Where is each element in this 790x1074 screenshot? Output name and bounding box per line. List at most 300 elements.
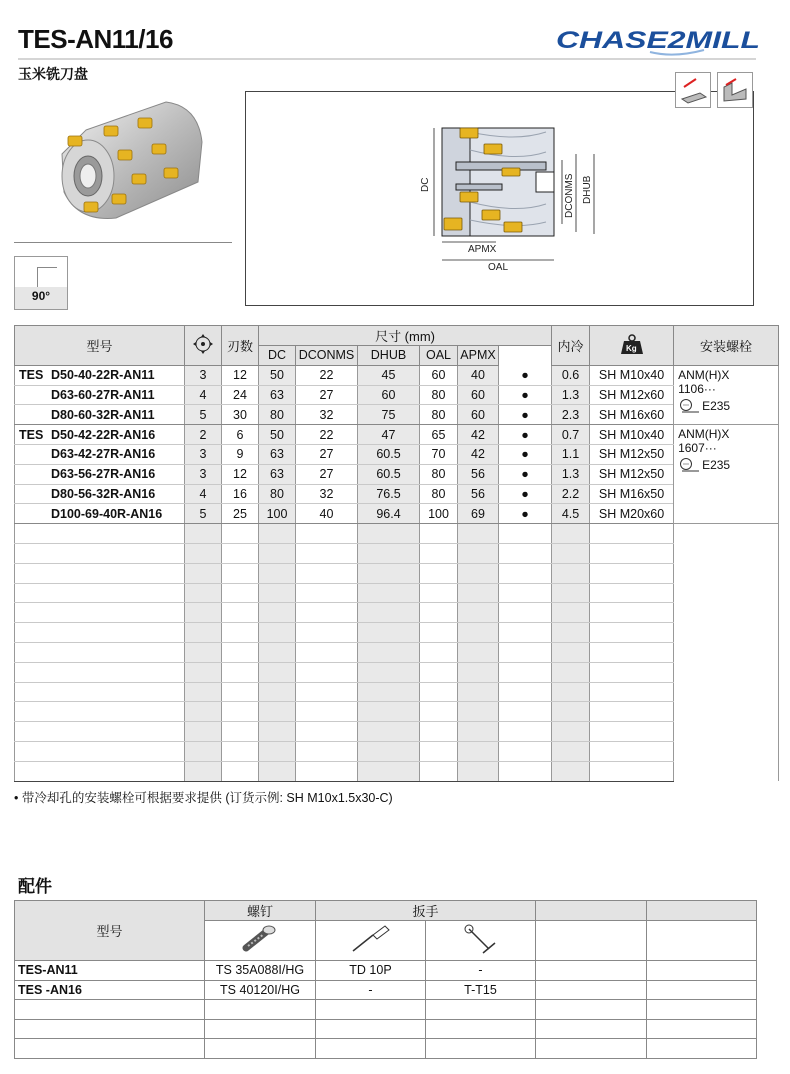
cell-apmx: 56 bbox=[458, 484, 499, 504]
cell-edges: 9 bbox=[222, 444, 259, 464]
cell-apmx bbox=[458, 623, 499, 643]
cell-dhub: 45 bbox=[358, 365, 420, 385]
col-header-weight bbox=[590, 326, 674, 366]
cell-insert bbox=[674, 722, 779, 742]
cell-coolant bbox=[499, 623, 552, 643]
cell-edges bbox=[222, 623, 259, 643]
cell-edges bbox=[222, 741, 259, 761]
cell-apmx: 56 bbox=[458, 464, 499, 484]
cell-coolant bbox=[499, 603, 552, 623]
cell-dconms: 22 bbox=[296, 365, 358, 385]
cell-coolant bbox=[499, 563, 552, 583]
cell-model bbox=[15, 543, 185, 563]
cell-insert bbox=[674, 662, 779, 682]
cell-kg bbox=[552, 722, 590, 742]
cell-model bbox=[15, 583, 185, 603]
table-row bbox=[15, 563, 779, 583]
table-row bbox=[15, 603, 779, 623]
cell-dhub bbox=[358, 583, 420, 603]
cell-oal: 80 bbox=[420, 405, 458, 425]
cell-dc bbox=[259, 563, 296, 583]
col-header-dimensions: 尺寸 (mm) bbox=[259, 326, 552, 346]
cell-edges bbox=[222, 702, 259, 722]
accessories-title: 配件 bbox=[18, 877, 52, 897]
acc-cell-empty bbox=[536, 1019, 647, 1039]
cell-apmx bbox=[458, 642, 499, 662]
cell-z bbox=[185, 583, 222, 603]
cell-oal bbox=[420, 761, 458, 781]
cell-edges: 24 bbox=[222, 385, 259, 405]
model-code: D63-56-27R-AN16 bbox=[51, 467, 156, 482]
cell-apmx bbox=[458, 524, 499, 544]
acc-cell-screw bbox=[205, 1000, 316, 1020]
cell-kg: 1.3 bbox=[552, 464, 590, 484]
cell-dconms bbox=[296, 741, 358, 761]
acc-table-row bbox=[15, 1000, 757, 1020]
cell-bolt bbox=[590, 623, 674, 643]
cell-z bbox=[185, 543, 222, 563]
screw-icon bbox=[240, 924, 280, 954]
cell-z bbox=[185, 682, 222, 702]
model-code: D63-42-27R-AN16 bbox=[51, 447, 156, 462]
col-header-dc: DC bbox=[259, 346, 296, 366]
cell-coolant bbox=[499, 741, 552, 761]
cell-z: 4 bbox=[185, 385, 222, 405]
cell-dhub: 76.5 bbox=[358, 484, 420, 504]
cell-dhub bbox=[358, 642, 420, 662]
cell-edges bbox=[222, 682, 259, 702]
cell-apmx: 42 bbox=[458, 425, 499, 445]
weight-icon bbox=[619, 333, 645, 355]
cell-bolt bbox=[590, 722, 674, 742]
cell-insert bbox=[674, 365, 779, 424]
cell-dhub bbox=[358, 722, 420, 742]
page-title: TES-AN11/16 bbox=[18, 24, 173, 54]
insert-name: ANM(H)X bbox=[678, 427, 730, 442]
acc-cell-wrench1 bbox=[316, 1019, 426, 1039]
cell-model bbox=[15, 642, 185, 662]
model-code: D80-60-32R-AN11 bbox=[51, 407, 155, 422]
acc-cell-empty bbox=[536, 961, 647, 981]
teeth-count-icon bbox=[192, 333, 214, 355]
dim-label-dconms: DCONMS bbox=[564, 173, 575, 218]
cell-model bbox=[15, 444, 185, 464]
cell-z bbox=[185, 603, 222, 623]
model-code: D50-42-22R-AN16 bbox=[51, 427, 156, 442]
cell-oal bbox=[420, 662, 458, 682]
cell-apmx bbox=[458, 543, 499, 563]
cell-dc bbox=[259, 702, 296, 722]
cell-dc bbox=[259, 543, 296, 563]
cell-bolt bbox=[590, 642, 674, 662]
cell-bolt bbox=[590, 603, 674, 623]
cell-kg: 0.7 bbox=[552, 425, 590, 445]
cell-model bbox=[15, 385, 185, 405]
acc-cell-empty bbox=[536, 980, 647, 1000]
dim-label-apmx: APMX bbox=[468, 244, 497, 255]
header-divider bbox=[18, 58, 756, 60]
model-code: D50-40-22R-AN11 bbox=[51, 368, 155, 383]
cell-insert bbox=[674, 702, 779, 722]
cell-oal: 80 bbox=[420, 385, 458, 405]
cell-oal bbox=[420, 722, 458, 742]
cell-apmx bbox=[458, 583, 499, 603]
cell-insert bbox=[674, 583, 779, 603]
cell-apmx: 69 bbox=[458, 504, 499, 524]
cell-apmx bbox=[458, 603, 499, 623]
cell-insert bbox=[674, 761, 779, 781]
cell-kg bbox=[552, 623, 590, 643]
cell-insert bbox=[674, 741, 779, 761]
acc-cell-empty bbox=[647, 1000, 757, 1020]
col-header-coolant: 内冷 bbox=[552, 326, 590, 366]
cell-dhub: 47 bbox=[358, 425, 420, 445]
col-header-dhub: DHUB bbox=[358, 346, 420, 366]
cell-dc bbox=[259, 741, 296, 761]
cell-z bbox=[185, 722, 222, 742]
cell-edges: 12 bbox=[222, 365, 259, 385]
image-divider bbox=[14, 242, 232, 243]
acc-cell-empty bbox=[647, 1019, 757, 1039]
cell-oal bbox=[420, 603, 458, 623]
cell-model bbox=[15, 524, 185, 544]
angle-label: 90° bbox=[31, 289, 51, 303]
table-row bbox=[15, 543, 779, 563]
cell-edges bbox=[222, 603, 259, 623]
acc-col-header-empty-1 bbox=[536, 901, 647, 921]
cell-oal bbox=[420, 583, 458, 603]
cell-bolt bbox=[590, 702, 674, 722]
acc-cell-wrench1 bbox=[316, 1039, 426, 1059]
cell-z: 4 bbox=[185, 484, 222, 504]
cell-z: 3 bbox=[185, 444, 222, 464]
cell-z bbox=[185, 642, 222, 662]
cell-coolant: ● bbox=[499, 464, 552, 484]
cell-dc: 63 bbox=[259, 444, 296, 464]
col-header-edges: 刃数 bbox=[222, 326, 259, 366]
acc-cell-empty bbox=[536, 1000, 647, 1020]
cell-apmx bbox=[458, 662, 499, 682]
cell-kg: 1.1 bbox=[552, 444, 590, 464]
cell-bolt bbox=[590, 563, 674, 583]
table-row bbox=[15, 405, 779, 425]
weight-icon-text: Kg bbox=[625, 343, 637, 353]
cell-z bbox=[185, 623, 222, 643]
acc-screwdriver-icon-cell bbox=[316, 921, 426, 961]
magnifier-book-icon bbox=[678, 457, 700, 473]
cell-model bbox=[15, 623, 185, 643]
model-code: D80-56-32R-AN16 bbox=[51, 486, 156, 501]
cell-dhub bbox=[358, 761, 420, 781]
cell-coolant bbox=[499, 642, 552, 662]
cell-dhub bbox=[358, 524, 420, 544]
cell-dhub: 96.4 bbox=[358, 504, 420, 524]
cell-model bbox=[15, 761, 185, 781]
model-code: D63-60-27R-AN11 bbox=[51, 387, 155, 402]
cell-edges: 16 bbox=[222, 484, 259, 504]
cell-kg bbox=[552, 524, 590, 544]
table-row bbox=[15, 722, 779, 742]
cell-oal bbox=[420, 543, 458, 563]
cell-z bbox=[185, 524, 222, 544]
acc-cell-wrench1: - bbox=[316, 980, 426, 1000]
acc-cell-empty bbox=[647, 1039, 757, 1059]
cell-oal bbox=[420, 702, 458, 722]
cell-bolt bbox=[590, 583, 674, 603]
magnifier-book-icon bbox=[678, 398, 700, 414]
acc-cell-empty bbox=[536, 1039, 647, 1059]
cell-dc: 50 bbox=[259, 365, 296, 385]
cell-dconms: 27 bbox=[296, 385, 358, 405]
cell-apmx: 60 bbox=[458, 405, 499, 425]
cell-model bbox=[15, 365, 185, 385]
acc-cell-model: TES -AN16 bbox=[15, 980, 205, 1000]
cell-z: 5 bbox=[185, 504, 222, 524]
cell-bolt bbox=[590, 761, 674, 781]
acc-col-header-model: 型号 bbox=[15, 901, 205, 961]
cell-oal: 60 bbox=[420, 365, 458, 385]
cell-dconms bbox=[296, 682, 358, 702]
cell-dc: 100 bbox=[259, 504, 296, 524]
cell-coolant bbox=[499, 583, 552, 603]
cell-coolant: ● bbox=[499, 385, 552, 405]
cell-kg bbox=[552, 563, 590, 583]
cell-bolt: SH M16x60 bbox=[590, 405, 674, 425]
cell-dc: 63 bbox=[259, 464, 296, 484]
page-subtitle: 玉米铣刀盘 bbox=[18, 67, 88, 83]
approach-angle-box bbox=[14, 256, 68, 310]
cell-coolant: ● bbox=[499, 425, 552, 445]
acc-t-wrench-icon-cell bbox=[426, 921, 536, 961]
acc-cell-wrench1: TD 10P bbox=[316, 961, 426, 981]
cell-dhub: 60 bbox=[358, 385, 420, 405]
catalog-ref[interactable] bbox=[678, 457, 730, 473]
cell-dconms bbox=[296, 642, 358, 662]
cell-bolt: SH M12x60 bbox=[590, 385, 674, 405]
cell-dhub bbox=[358, 623, 420, 643]
acc-cell-wrench2 bbox=[426, 1019, 536, 1039]
cell-edges bbox=[222, 563, 259, 583]
cell-bolt: SH M20x60 bbox=[590, 504, 674, 524]
cell-edges bbox=[222, 524, 259, 544]
cell-bolt: SH M12x50 bbox=[590, 464, 674, 484]
cell-dconms bbox=[296, 603, 358, 623]
catalog-ref[interactable] bbox=[678, 398, 730, 414]
cell-kg bbox=[552, 642, 590, 662]
model-prefix: TES bbox=[19, 368, 44, 383]
cell-oal bbox=[420, 741, 458, 761]
acc-table-row bbox=[15, 961, 757, 981]
acc-cell-screw: TS 40120I/HG bbox=[205, 980, 316, 1000]
cell-dhub: 60.5 bbox=[358, 464, 420, 484]
cell-dhub: 75 bbox=[358, 405, 420, 425]
cell-kg bbox=[552, 662, 590, 682]
table-row bbox=[15, 702, 779, 722]
insert-name: ANM(H)X bbox=[678, 367, 730, 382]
cell-oal bbox=[420, 563, 458, 583]
cell-coolant bbox=[499, 543, 552, 563]
cell-dconms: 32 bbox=[296, 484, 358, 504]
cell-bolt: SH M16x50 bbox=[590, 484, 674, 504]
acc-cell-screw bbox=[205, 1039, 316, 1059]
cell-edges bbox=[222, 583, 259, 603]
model-code: D100-69-40R-AN16 bbox=[51, 506, 163, 521]
table-row bbox=[15, 464, 779, 484]
cell-dhub: 60.5 bbox=[358, 444, 420, 464]
cell-oal bbox=[420, 524, 458, 544]
cell-dhub bbox=[358, 741, 420, 761]
col-header-bolt: 安装螺栓 bbox=[674, 326, 779, 366]
cell-dc: 50 bbox=[259, 425, 296, 445]
cell-oal: 80 bbox=[420, 464, 458, 484]
cell-edges bbox=[222, 761, 259, 781]
dim-label-oal: OAL bbox=[488, 262, 509, 273]
cell-dconms bbox=[296, 702, 358, 722]
acc-cell-wrench2: - bbox=[426, 961, 536, 981]
dim-label-dc: DC bbox=[420, 177, 431, 192]
screwdriver-icon bbox=[349, 923, 393, 955]
table-row bbox=[15, 504, 779, 524]
cell-coolant: ● bbox=[499, 444, 552, 464]
cell-kg: 1.3 bbox=[552, 385, 590, 405]
cell-oal: 65 bbox=[420, 425, 458, 445]
cell-kg bbox=[552, 603, 590, 623]
cell-apmx bbox=[458, 563, 499, 583]
acc-cell-model bbox=[15, 1019, 205, 1039]
cell-kg bbox=[552, 741, 590, 761]
cell-z: 5 bbox=[185, 405, 222, 425]
table-row bbox=[15, 583, 779, 603]
acc-screw-icon-cell bbox=[205, 921, 316, 961]
cell-model bbox=[15, 603, 185, 623]
technical-drawing-frame bbox=[245, 91, 754, 306]
table-row bbox=[15, 385, 779, 405]
brand-logo-text: CHASE2MILL bbox=[556, 27, 760, 54]
cell-dc: 80 bbox=[259, 484, 296, 504]
cell-kg: 0.6 bbox=[552, 365, 590, 385]
acc-col-header-wrench: 扳手 bbox=[316, 901, 536, 921]
cell-oal bbox=[420, 642, 458, 662]
cell-dconms bbox=[296, 623, 358, 643]
cell-dconms bbox=[296, 563, 358, 583]
col-header-dconms: DCONMS bbox=[296, 346, 358, 366]
acc-cell-screw: TS 35A088I/HG bbox=[205, 961, 316, 981]
cell-coolant bbox=[499, 662, 552, 682]
cell-edges bbox=[222, 642, 259, 662]
cell-dconms bbox=[296, 543, 358, 563]
cell-model bbox=[15, 741, 185, 761]
cell-bolt: SH M12x50 bbox=[590, 444, 674, 464]
cell-model bbox=[15, 563, 185, 583]
cell-dconms bbox=[296, 583, 358, 603]
cell-apmx: 40 bbox=[458, 365, 499, 385]
cell-dconms bbox=[296, 524, 358, 544]
cell-apmx bbox=[458, 702, 499, 722]
accessories-table bbox=[14, 900, 757, 1059]
acc-icon-empty-2 bbox=[647, 921, 757, 961]
cell-model bbox=[15, 405, 185, 425]
table-row bbox=[15, 682, 779, 702]
cell-dconms bbox=[296, 662, 358, 682]
cell-dc bbox=[259, 682, 296, 702]
cell-coolant: ● bbox=[499, 405, 552, 425]
product-table bbox=[14, 325, 779, 782]
cell-edges bbox=[222, 662, 259, 682]
cell-insert bbox=[674, 524, 779, 544]
cell-coolant: ● bbox=[499, 365, 552, 385]
cell-bolt bbox=[590, 662, 674, 682]
table-row bbox=[15, 365, 779, 385]
cell-dconms: 22 bbox=[296, 425, 358, 445]
cell-coolant: ● bbox=[499, 504, 552, 524]
cell-oal: 100 bbox=[420, 504, 458, 524]
cell-bolt bbox=[590, 543, 674, 563]
cell-z: 2 bbox=[185, 425, 222, 445]
cell-kg bbox=[552, 702, 590, 722]
acc-cell-wrench1 bbox=[316, 1000, 426, 1020]
cell-z bbox=[185, 702, 222, 722]
cell-dconms: 27 bbox=[296, 464, 358, 484]
cell-dc bbox=[259, 722, 296, 742]
cell-dc: 80 bbox=[259, 405, 296, 425]
cell-kg bbox=[552, 761, 590, 781]
cell-insert bbox=[674, 425, 779, 524]
table-row bbox=[15, 662, 779, 682]
cell-dhub bbox=[358, 682, 420, 702]
cell-dconms: 32 bbox=[296, 405, 358, 425]
cell-bolt: SH M10x40 bbox=[590, 365, 674, 385]
cell-dc bbox=[259, 603, 296, 623]
cell-bolt bbox=[590, 524, 674, 544]
cell-dc: 63 bbox=[259, 385, 296, 405]
cell-dc bbox=[259, 524, 296, 544]
acc-cell-wrench2: T-T15 bbox=[426, 980, 536, 1000]
cell-apmx bbox=[458, 722, 499, 742]
cell-oal: 70 bbox=[420, 444, 458, 464]
cell-z: 3 bbox=[185, 464, 222, 484]
cell-oal bbox=[420, 682, 458, 702]
cell-bolt bbox=[590, 741, 674, 761]
col-header-model: 型号 bbox=[15, 326, 185, 366]
acc-cell-model bbox=[15, 1039, 205, 1059]
acc-cell-wrench2 bbox=[426, 1000, 536, 1020]
cell-dhub bbox=[358, 702, 420, 722]
cell-kg bbox=[552, 682, 590, 702]
cell-edges: 6 bbox=[222, 425, 259, 445]
cell-insert bbox=[674, 682, 779, 702]
table-row bbox=[15, 425, 779, 445]
catalog-page: E235 bbox=[702, 458, 731, 473]
product-photo bbox=[48, 96, 208, 232]
cell-edges bbox=[222, 722, 259, 742]
table-row bbox=[15, 524, 779, 544]
col-header-oal: OAL bbox=[420, 346, 458, 366]
cell-kg: 4.5 bbox=[552, 504, 590, 524]
cell-model bbox=[15, 662, 185, 682]
acc-table-row bbox=[15, 980, 757, 1000]
t-wrench-icon bbox=[461, 923, 501, 955]
cell-coolant bbox=[499, 722, 552, 742]
face-milling-icon bbox=[675, 72, 711, 108]
insert-size: 1106··· bbox=[678, 381, 716, 396]
acc-cell-empty bbox=[647, 980, 757, 1000]
cell-insert bbox=[674, 543, 779, 563]
cell-oal bbox=[420, 623, 458, 643]
cell-dc bbox=[259, 623, 296, 643]
acc-cell-model: TES-AN11 bbox=[15, 961, 205, 981]
cell-oal: 80 bbox=[420, 484, 458, 504]
cell-dhub bbox=[358, 662, 420, 682]
